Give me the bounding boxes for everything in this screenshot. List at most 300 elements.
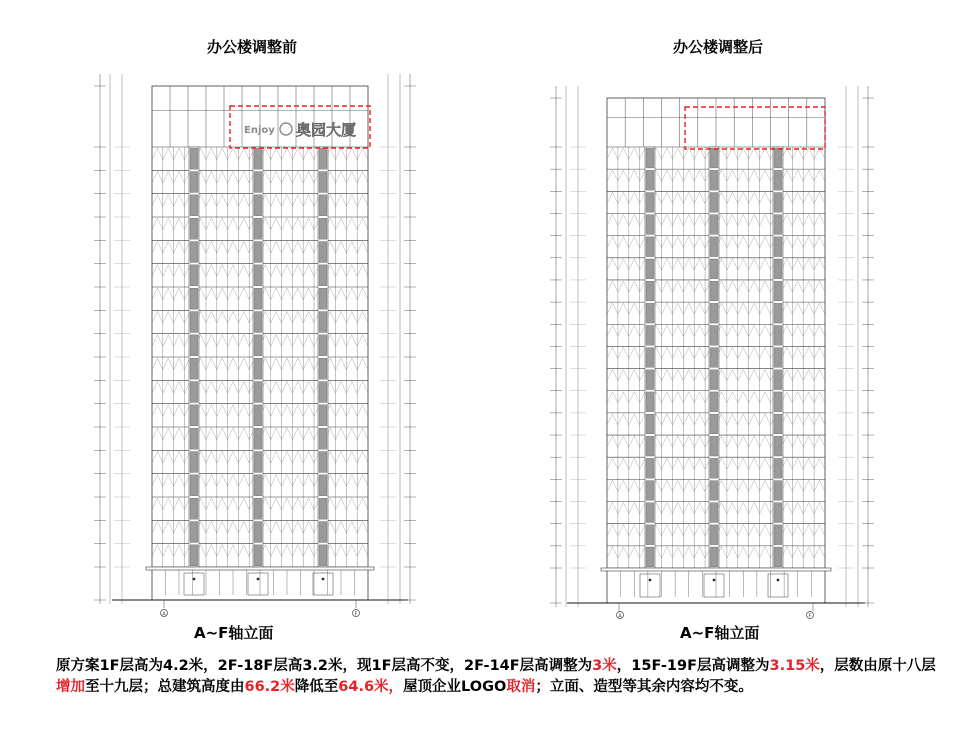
window-chevron	[292, 288, 303, 300]
window-chevron	[760, 370, 771, 381]
window-chevron	[357, 428, 368, 440]
window-chevron	[814, 414, 825, 425]
window-chevron	[238, 475, 249, 487]
window-chevron	[803, 192, 814, 203]
desc-highlight-5: 64.6米，	[338, 679, 404, 695]
window-chevron	[174, 498, 185, 510]
panel-block	[254, 452, 262, 473]
panel-block	[190, 452, 198, 473]
description	[56, 656, 936, 698]
window-chevron	[217, 405, 228, 417]
window-chevron	[238, 428, 249, 440]
window-chevron	[727, 414, 738, 425]
caption-after: A~F轴立面	[680, 624, 760, 642]
window-chevron	[206, 288, 217, 300]
window-chevron	[206, 241, 217, 253]
window-chevron	[206, 218, 217, 230]
window-chevron	[749, 325, 760, 336]
window-chevron	[271, 475, 282, 487]
panel-block	[774, 525, 782, 545]
window-chevron	[814, 325, 825, 336]
window-chevron	[292, 475, 303, 487]
window-chevron	[662, 325, 673, 336]
panel-block	[646, 148, 654, 168]
window-chevron	[217, 288, 228, 300]
window-chevron	[271, 545, 282, 557]
window-chevron	[662, 347, 673, 358]
panel-block	[646, 348, 654, 368]
panel-block	[646, 481, 654, 501]
window-chevron	[228, 171, 239, 183]
desc-highlight-4: 66.2米	[244, 679, 295, 695]
window-chevron	[760, 237, 771, 248]
window-chevron	[760, 458, 771, 469]
window-chevron	[662, 436, 673, 447]
window-chevron	[152, 475, 163, 487]
panel-block	[319, 335, 327, 356]
panel-block	[254, 382, 262, 403]
window-chevron	[174, 428, 185, 440]
panel-block	[646, 414, 654, 434]
window-chevron	[738, 458, 749, 469]
window-chevron	[336, 288, 347, 300]
entrance	[248, 573, 268, 595]
window-chevron	[336, 428, 347, 440]
window-chevron	[152, 218, 163, 230]
window-chevron	[271, 195, 282, 207]
window-chevron	[683, 214, 694, 225]
window-chevron	[662, 525, 673, 536]
panel-block	[254, 545, 262, 566]
window-chevron	[607, 414, 618, 425]
window-chevron	[749, 436, 760, 447]
window-chevron	[803, 414, 814, 425]
panel-block	[646, 193, 654, 213]
window-chevron	[607, 503, 618, 514]
window-chevron	[683, 303, 694, 314]
panel-block	[710, 303, 718, 323]
window-chevron	[357, 195, 368, 207]
window-chevron	[163, 171, 174, 183]
window-chevron	[303, 148, 314, 160]
window-chevron	[607, 237, 618, 248]
panel-block	[254, 265, 262, 286]
panel-block	[710, 458, 718, 478]
window-chevron	[607, 392, 618, 403]
window-chevron	[206, 475, 217, 487]
window-chevron	[346, 405, 357, 417]
panel-block	[254, 148, 262, 169]
window-chevron	[238, 218, 249, 230]
window-chevron	[814, 237, 825, 248]
window-chevron	[749, 259, 760, 270]
window-chevron	[629, 192, 640, 203]
window-chevron	[683, 259, 694, 270]
window-chevron	[357, 288, 368, 300]
window-chevron	[152, 335, 163, 347]
window-chevron	[683, 281, 694, 292]
window-chevron	[672, 414, 683, 425]
window-chevron	[346, 335, 357, 347]
window-chevron	[238, 381, 249, 393]
window-chevron	[749, 392, 760, 403]
window-chevron	[303, 218, 314, 230]
window-chevron	[174, 171, 185, 183]
window-chevron	[662, 480, 673, 491]
window-chevron	[803, 237, 814, 248]
window-chevron	[292, 521, 303, 533]
panel-block	[710, 392, 718, 412]
window-chevron	[357, 265, 368, 277]
window-chevron	[629, 170, 640, 181]
window-chevron	[228, 335, 239, 347]
window-chevron	[814, 436, 825, 447]
window-chevron	[292, 358, 303, 370]
caption-before: A~F轴立面	[194, 624, 274, 642]
window-chevron	[336, 335, 347, 347]
window-chevron	[607, 436, 618, 447]
panel-block	[254, 195, 262, 216]
window-chevron	[792, 480, 803, 491]
window-chevron	[271, 498, 282, 510]
window-chevron	[152, 358, 163, 370]
window-chevron	[174, 195, 185, 207]
window-chevron	[672, 480, 683, 491]
window-chevron	[607, 525, 618, 536]
window-chevron	[303, 288, 314, 300]
window-chevron	[174, 451, 185, 463]
window-chevron	[662, 148, 673, 159]
window-chevron	[749, 414, 760, 425]
panel-block	[646, 370, 654, 390]
window-chevron	[629, 259, 640, 270]
window-chevron	[238, 451, 249, 463]
logo-prefix: Enjoy	[244, 125, 275, 136]
window-chevron	[163, 475, 174, 487]
window-chevron	[217, 218, 228, 230]
window-chevron	[206, 335, 217, 347]
window-chevron	[174, 358, 185, 370]
window-chevron	[683, 458, 694, 469]
window-chevron	[206, 428, 217, 440]
panel-block	[774, 458, 782, 478]
window-chevron	[206, 545, 217, 557]
window-chevron	[336, 521, 347, 533]
window-chevron	[292, 451, 303, 463]
window-chevron	[174, 218, 185, 230]
window-chevron	[228, 521, 239, 533]
window-chevron	[206, 381, 217, 393]
entrance	[184, 573, 204, 595]
desc-part-1: 原方案1F层高为4.2米，2F-18F层高3.2米，现1F层高不变，2F-14F层高调整为	[56, 658, 593, 674]
window-chevron	[607, 370, 618, 381]
window-chevron	[738, 414, 749, 425]
window-chevron	[282, 545, 293, 557]
window-chevron	[271, 218, 282, 230]
window-chevron	[152, 498, 163, 510]
panel-block	[774, 370, 782, 390]
window-chevron	[672, 503, 683, 514]
window-chevron	[206, 358, 217, 370]
window-chevron	[760, 303, 771, 314]
window-chevron	[672, 325, 683, 336]
panel-block	[190, 475, 198, 496]
window-chevron	[346, 311, 357, 323]
window-chevron	[683, 503, 694, 514]
panel-block	[774, 325, 782, 345]
window-chevron	[803, 214, 814, 225]
window-chevron	[206, 195, 217, 207]
window-chevron	[607, 458, 618, 469]
window-chevron	[206, 521, 217, 533]
panel-block	[710, 193, 718, 213]
window-chevron	[792, 414, 803, 425]
window-chevron	[336, 265, 347, 277]
window-chevron	[282, 195, 293, 207]
window-chevron	[629, 325, 640, 336]
window-chevron	[694, 303, 705, 314]
window-chevron	[694, 503, 705, 514]
entrance	[768, 574, 788, 597]
panel-block	[774, 215, 782, 235]
window-chevron	[727, 281, 738, 292]
window-chevron	[749, 192, 760, 203]
window-chevron	[760, 259, 771, 270]
window-chevron	[238, 521, 249, 533]
window-chevron	[792, 237, 803, 248]
panel-block	[774, 547, 782, 567]
panel-block	[319, 148, 327, 169]
window-chevron	[217, 428, 228, 440]
window-chevron	[336, 241, 347, 253]
window-chevron	[618, 392, 629, 403]
window-chevron	[814, 214, 825, 225]
window-chevron	[292, 335, 303, 347]
window-chevron	[282, 428, 293, 440]
window-chevron	[694, 214, 705, 225]
window-chevron	[618, 192, 629, 203]
desc-highlight-2: 3.15米	[769, 658, 820, 674]
window-chevron	[271, 405, 282, 417]
window-chevron	[292, 311, 303, 323]
window-chevron	[292, 241, 303, 253]
panel-block	[319, 498, 327, 519]
window-chevron	[228, 451, 239, 463]
window-chevron	[694, 547, 705, 558]
window-chevron	[271, 148, 282, 160]
window-chevron	[683, 170, 694, 181]
window-chevron	[238, 405, 249, 417]
window-chevron	[607, 547, 618, 558]
window-chevron	[738, 370, 749, 381]
window-chevron	[738, 237, 749, 248]
panel-block	[646, 503, 654, 523]
window-chevron	[152, 148, 163, 160]
elevation-after	[550, 86, 874, 611]
window-chevron	[206, 451, 217, 463]
window-chevron	[607, 214, 618, 225]
window-chevron	[282, 521, 293, 533]
window-chevron	[206, 265, 217, 277]
window-chevron	[271, 381, 282, 393]
window-chevron	[206, 311, 217, 323]
window-chevron	[163, 241, 174, 253]
window-chevron	[607, 170, 618, 181]
window-chevron	[683, 370, 694, 381]
window-chevron	[292, 498, 303, 510]
window-chevron	[271, 288, 282, 300]
window-chevron	[738, 525, 749, 536]
window-chevron	[303, 475, 314, 487]
window-chevron	[282, 498, 293, 510]
window-chevron	[292, 195, 303, 207]
entrance	[704, 574, 724, 597]
panel-block	[190, 172, 198, 193]
window-chevron	[174, 265, 185, 277]
window-chevron	[760, 281, 771, 292]
entrance-lamp-icon	[257, 578, 260, 581]
window-chevron	[303, 405, 314, 417]
panel-block	[646, 303, 654, 323]
panel-block	[774, 281, 782, 301]
window-chevron	[683, 392, 694, 403]
desc-part-2: ，15F-19F层高调整为	[616, 658, 770, 674]
window-chevron	[271, 521, 282, 533]
window-chevron	[346, 218, 357, 230]
window-chevron	[303, 498, 314, 510]
window-chevron	[672, 547, 683, 558]
window-chevron	[346, 545, 357, 557]
window-chevron	[727, 237, 738, 248]
window-chevron	[749, 503, 760, 514]
window-chevron	[694, 259, 705, 270]
panel-block	[646, 525, 654, 545]
desc-highlight-1: 3米	[592, 658, 617, 674]
window-chevron	[163, 498, 174, 510]
window-chevron	[792, 436, 803, 447]
window-chevron	[792, 259, 803, 270]
window-chevron	[618, 237, 629, 248]
panel-block	[190, 265, 198, 286]
window-chevron	[346, 498, 357, 510]
window-chevron	[749, 170, 760, 181]
window-chevron	[629, 480, 640, 491]
window-chevron	[618, 414, 629, 425]
window-chevron	[206, 498, 217, 510]
window-chevron	[357, 521, 368, 533]
panel-block	[774, 193, 782, 213]
window-chevron	[152, 405, 163, 417]
panel-block	[710, 281, 718, 301]
window-chevron	[618, 325, 629, 336]
window-chevron	[228, 218, 239, 230]
window-chevron	[694, 347, 705, 358]
window-chevron	[629, 148, 640, 159]
panel-block	[646, 547, 654, 567]
panel-block	[710, 170, 718, 190]
window-chevron	[672, 525, 683, 536]
desc-part-5: 降低至	[294, 679, 339, 695]
window-chevron	[792, 392, 803, 403]
panel-block	[319, 475, 327, 496]
panel-block	[319, 522, 327, 543]
window-chevron	[672, 303, 683, 314]
panel-block	[190, 148, 198, 169]
window-chevron	[672, 392, 683, 403]
window-chevron	[282, 475, 293, 487]
window-chevron	[760, 480, 771, 491]
window-chevron	[357, 405, 368, 417]
window-chevron	[357, 545, 368, 557]
window-chevron	[629, 214, 640, 225]
desc-part-6: 屋顶企业LOGO	[403, 679, 507, 695]
window-chevron	[814, 392, 825, 403]
window-chevron	[163, 148, 174, 160]
panel-block	[319, 218, 327, 239]
window-chevron	[346, 148, 357, 160]
window-chevron	[672, 370, 683, 381]
window-chevron	[738, 259, 749, 270]
window-chevron	[727, 303, 738, 314]
window-chevron	[618, 525, 629, 536]
window-chevron	[683, 414, 694, 425]
axis-label-a-after: A	[618, 613, 622, 620]
window-chevron	[292, 265, 303, 277]
panel-block	[190, 312, 198, 333]
window-chevron	[803, 303, 814, 314]
window-chevron	[727, 259, 738, 270]
window-chevron	[814, 480, 825, 491]
window-chevron	[629, 436, 640, 447]
window-chevron	[271, 358, 282, 370]
window-chevron	[792, 170, 803, 181]
window-chevron	[760, 325, 771, 336]
window-chevron	[282, 288, 293, 300]
window-chevron	[228, 195, 239, 207]
window-chevron	[803, 392, 814, 403]
window-chevron	[607, 347, 618, 358]
panel-block	[190, 358, 198, 379]
window-chevron	[163, 335, 174, 347]
panel-block	[710, 525, 718, 545]
entrance-lamp-icon	[649, 579, 652, 582]
window-chevron	[174, 288, 185, 300]
window-chevron	[792, 281, 803, 292]
window-chevron	[292, 545, 303, 557]
window-chevron	[694, 436, 705, 447]
window-chevron	[152, 171, 163, 183]
panel-block	[646, 436, 654, 456]
window-chevron	[814, 370, 825, 381]
panel-block	[774, 170, 782, 190]
window-chevron	[238, 311, 249, 323]
window-chevron	[683, 237, 694, 248]
window-chevron	[727, 214, 738, 225]
window-chevron	[672, 148, 683, 159]
window-chevron	[174, 475, 185, 487]
window-chevron	[152, 311, 163, 323]
window-chevron	[618, 214, 629, 225]
panel-block	[319, 428, 327, 449]
window-chevron	[217, 171, 228, 183]
window-chevron	[814, 303, 825, 314]
panel-block	[254, 475, 262, 496]
window-chevron	[618, 547, 629, 558]
desc-part-7: ；立面、造型等其余内容均不变。	[535, 679, 753, 695]
window-chevron	[163, 358, 174, 370]
window-chevron	[357, 335, 368, 347]
window-chevron	[228, 498, 239, 510]
